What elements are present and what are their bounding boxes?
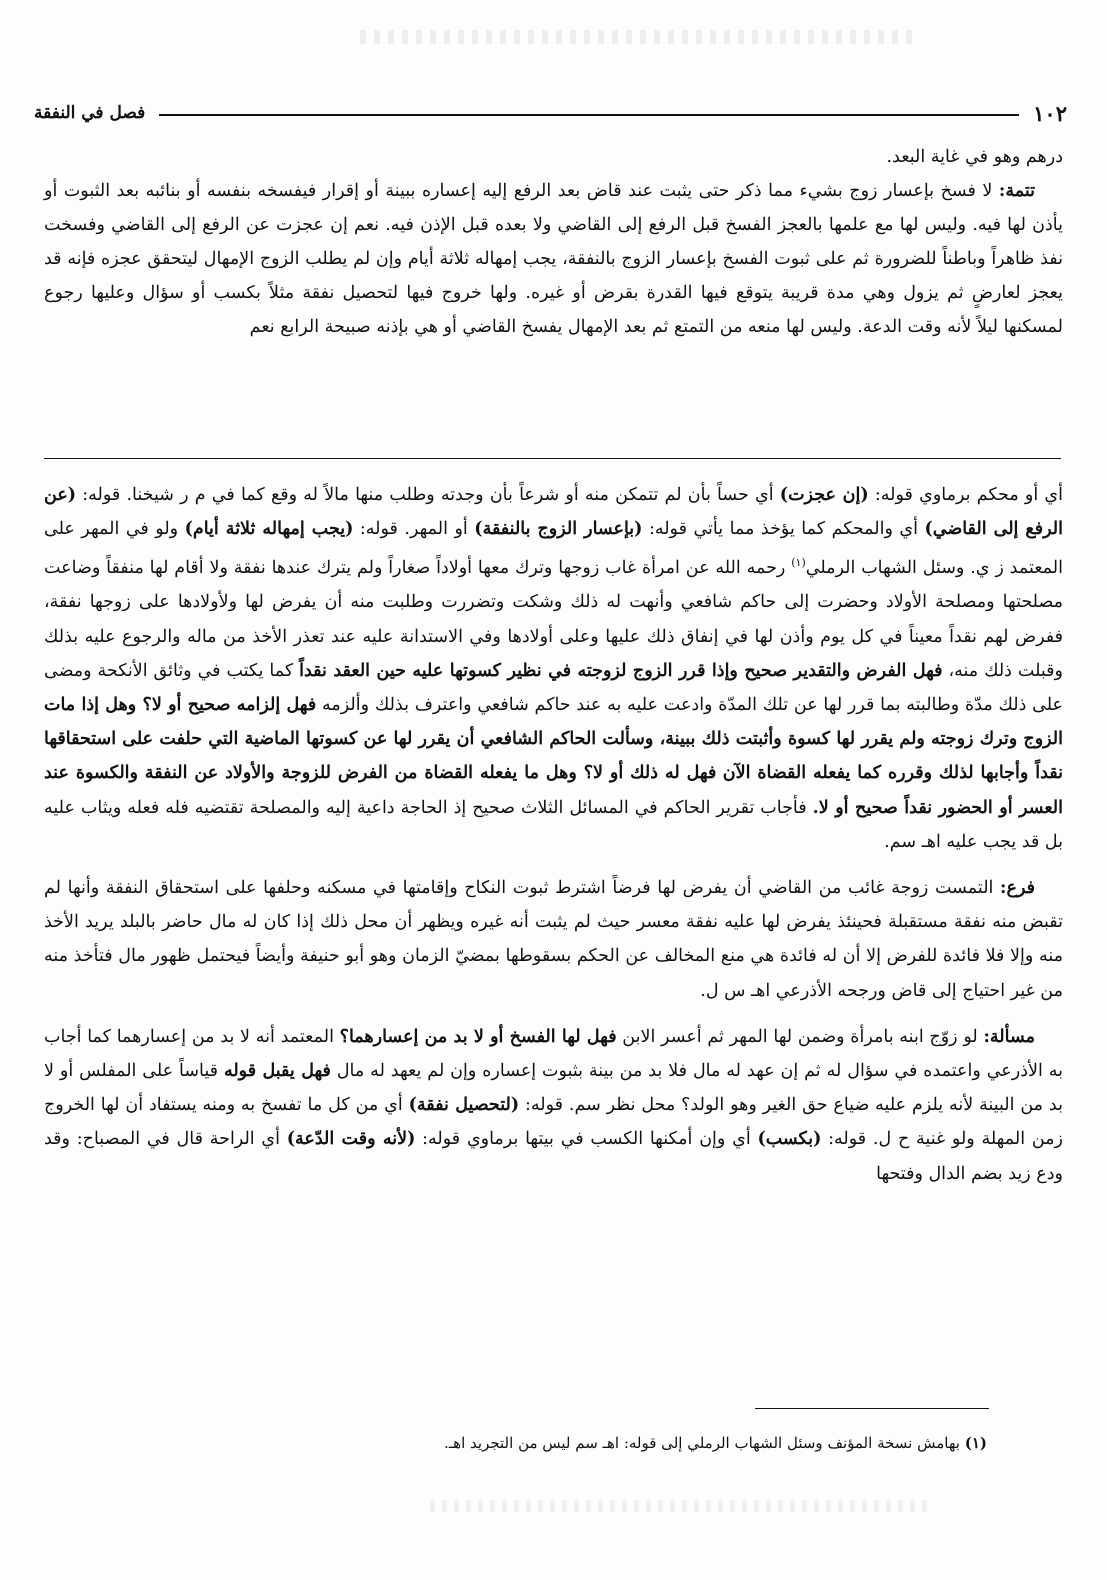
quoted-term: (بإعسار الزوج بالنفقة) — [474, 519, 643, 540]
section-label: تتمة: — [998, 181, 1035, 201]
quoted-term: (يجب إمهاله ثلاثة أيام) — [184, 519, 354, 540]
running-header — [34, 96, 1067, 130]
text-run: رحمه الله عن امرأة غاب زوجها وترك معها أولاداً صغاراً ولم يترك عندها نفقة ولا أقام لها منفقاً وضاعت مصلحتها ومصلحة الأولاد وحضرت إلى حاكم شافعي وأنهت له ذلك وشكت وتضررت وطلبت منه أن يفرض لها ولأولادها على زوجها نفقة، ففرض لهم نقداً معيناً في كل يوم وأذن لها في إنفاق ذلك عليها وعلى أولادها وفي الاستدانة عليه عند تعذر الأخذ من ماله والرجوع عليه بذلك وقبلت ذلك منه، — [44, 558, 1063, 681]
text-run: لو زوّج ابنه بامرأة وضمن لها المهر ثم أعسر الابن — [622, 1026, 978, 1047]
scan-artifact — [430, 1500, 930, 1512]
main-text — [44, 140, 1063, 344]
main-text-body: لا فسخ بإعسار زوج بشيء مما ذكر حتى يثبت عند قاض بعد الرفع إليه إعساره ببينة أو إقرار فيفسخه بنفسه أو بنائبه بعد الثبوت أو يأذن لها فيه. وليس لها مع علمها بالعجز الفسخ قبل الرفع إلى القاضي ولا بعده قبل الإذن فيه. نعم إن عجزت عن الرفع إلى القاضي وفسخت نفذ ظاهراً وباطناً للضرورة ثم على ثبوت الفسخ بإعسار الزوج بالنفقة، يجب إمهاله ثلاثة أيام وإن لم يطلب الزوج الإمهال ليتحقق عجزه فإنه قد يعجز لعارضٍ ثم يزول وهي مدة قريبة يتوقع فيها القدرة بقرض أو غيره. ولها خروج فيها لتحصيل نفقة مثلاً بكسب أو سؤال وعليها رجوع لمسكنها ليلاً لأنه وقت الدعة. وليس لها منعه من التمتع ثم بعد الإمهال يفسخ القاضي أو هي بإذنه صبيحة الرابع نعم — [44, 181, 1063, 337]
main-text-fragment: درهم وهو في غاية البعد. — [886, 147, 1063, 167]
commentary-paragraph — [44, 871, 1063, 1008]
text-run: المعتمد أنه لا بد من إعسارهما كما أجاب به الأذرعي واعتمده في سؤال له ثم إن عهد له مال فلا بد من بينة بثبوت إعساره وإن لم يعهد له مال — [44, 1026, 1063, 1082]
text-run: أي من كل ما تفسخ به ومنه يستفاد أن لها الخروج زمن المهلة ولو غنية ح ل. قوله: — [44, 1095, 1063, 1150]
text-run: أي الراحة قال في المصباح: وقد ودع زيد بضم الدال وفتحها — [44, 1129, 1063, 1184]
page-number: ١٠٢ — [1033, 100, 1067, 126]
text-run: أي أو محكم برماوي قوله: — [874, 485, 1063, 505]
question-text: فهل إلزامه صحيح أو لا؟ وهل إذا مات الزوج وترك زوجته ولم يقرر لها كسوة وأثبتت ذلك ببينة، وسألت الحاكم الشافعي أن يقرر لها عن كسوتها الماضية التي حلفت على استحقاقها نقداً وأجابها لذلك وقرره كما يفعله القضاة الآن — [44, 695, 1063, 784]
question-text: فهل لها الفسخ أو لا بد من إعسارهما؟ — [339, 1026, 617, 1047]
commentary — [44, 478, 1063, 1203]
text-run: كما يكتب في وثائق الأنكحة ومضى على ذلك مدّة وطالبته بما قرر لها عن تلك المدّة وادعت عليه به عند حاكم شافعي واعترف بذلك وألزمه — [44, 660, 1063, 716]
question-text: فهل له ذلك أو لا؟ وهل ما يفعله القضاة من الفرض للزوجة والأولاد عن النفقة والكسوة عند العسر أو الحضور نقداً صحيح أو لا. — [44, 763, 1063, 818]
quoted-term: (لأنه وقت الدّعة) — [286, 1129, 416, 1150]
main-paragraph — [44, 174, 1063, 344]
footnote-rule — [755, 1408, 989, 1409]
header-rule — [159, 114, 1019, 116]
commentary-paragraph — [44, 478, 1063, 859]
text-divider — [44, 458, 1061, 459]
quoted-term: (عن الرفع إلى القاضي) — [44, 485, 1063, 540]
question-text: فهل الفرض والتقدير صحيح وإذا قرر الزوج لزوجته في نظير كسوتها عليه حين العقد نقداً — [299, 660, 943, 681]
main-paragraph — [44, 140, 1063, 174]
quoted-term: (بكسب) — [757, 1129, 822, 1150]
text-run: التمست زوجة غائب من القاضي أن يفرض لها فرضاً اشترط ثبوت النكاح وإقامتها في مسكنه وحلفها على استحقاق النفقة وأنها لم تقبض منه نفقة مستقبلة فحينئذ يفرض لها عليه نفقة معسر حيث لم يثبت أنه غيره ويظهر أن محل ذلك إذا كان له مال حاضر بالبلد يريد الأخذ منه وإلا فلا فائدة للفرض إلا أن له فائدة هي منع المخالف عن الحكم بسقوطها بمضيّ الزمان وهو أبو حنيفة وأيضاً فيحتمل ظهور مال فتأخذ منه من غير احتياج إلى قاض ورجحه الأذرعي اهـ س ل. — [44, 878, 1063, 1001]
section-label: فرع: — [1000, 878, 1035, 899]
footnote-marker: (١) — [964, 1434, 987, 1452]
footnote-text: بهامش نسخة المؤنف وسئل الشهاب الرملي إلى قوله: اهـ سم ليس من التجريد اهـ. — [444, 1434, 960, 1452]
text-run: أي والمحكم كما يؤخذ مما يأتي قوله: — [648, 519, 918, 540]
quoted-term: (لتحصيل نفقة) — [408, 1095, 520, 1116]
scan-artifact — [360, 30, 920, 44]
question-text: فهل يقبل قوله — [223, 1061, 331, 1082]
text-run: أي حساً بأن لم تتمكن منه أو شرعاً بأن وجدته وطلب منها مالاً له وقع كما في م ر شيخنا. قوله: — [82, 485, 774, 505]
text-run: أي وإن أمكنها الكسب في بيتها برماوي قوله: — [422, 1129, 751, 1150]
footnote — [44, 1430, 987, 1456]
text-run: قياساً على المفلس أو لا بد من البينة لأنه يلزم عليه ضياع حق الغير وهو الولد؟ محل نظر سم. قوله: — [44, 1061, 1063, 1116]
text-run: ولو في المهر على المعتمد ز ي. وسئل الشهاب الرملي — [44, 519, 1063, 579]
chapter-title: فصل في النفقة — [34, 103, 146, 123]
answer-text: فأجاب تقرير الحاكم في المسائل الثلاث صحيح إذ الحاجة داعية إليه والمصلحة تقتضيه فله فعله ويثاب عليه بل قد يجب عليه اهـ سم. — [44, 797, 1063, 852]
commentary-paragraph — [44, 1020, 1063, 1191]
section-label: مسألة: — [983, 1026, 1035, 1047]
quoted-term: (إن عجزت) — [779, 485, 869, 505]
text-run: أو المهر. قوله: — [359, 519, 468, 540]
footnote-reference[interactable]: (١) — [791, 556, 806, 570]
